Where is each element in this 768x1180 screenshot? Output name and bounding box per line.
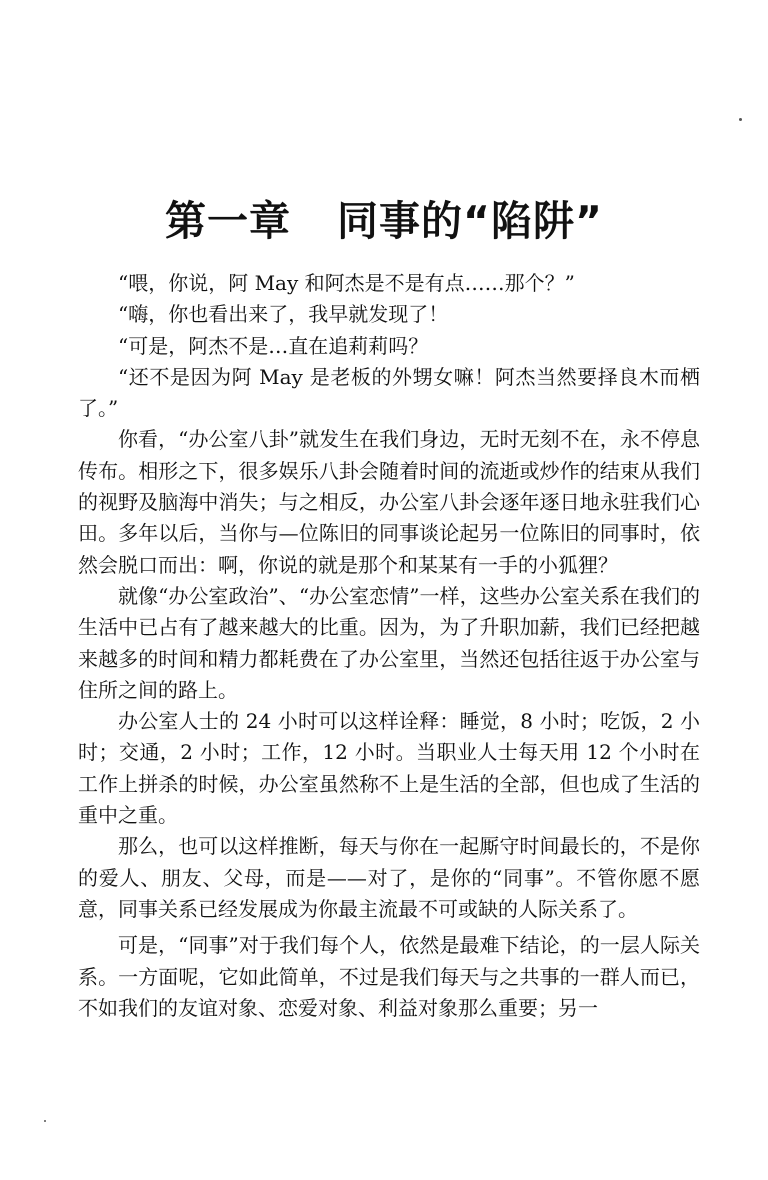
paragraph: “还不是因为阿 May 是老板的外甥女嘛！阿杰当然要择良木而栖了。” — [78, 364, 700, 421]
paragraph: 那么，也可以这样推断，每天与你在一起厮守时间最长的，不是你的爱人、朋友、父母，而是——对了，是你的“同事”。不管你愿不愿意，同事关系已经发展成为你最主流最不可或缺的人际关系了。 — [78, 834, 700, 921]
paragraph: “喂，你说，阿 May 和阿杰是不是有点……那个？” — [118, 271, 575, 295]
paragraph: 可是，“同事”对于我们每个人，依然是最难下结论，的一层人际关系。一方面呢，它如此简单，不过是我们每天与之共事的一群人而已，不如我们的友谊对象、恋爱对象、利益对象那么重要；另一 — [78, 933, 700, 1020]
paragraph: “嗨，你也看出来了，我早就发现了！ — [118, 302, 449, 327]
paragraph: 你看，“办公室八卦”就发生在我们身边，无时无刻不在，永不停息传布。相形之下，很多娱乐八卦会随着时间的流逝或炒作的结束从我们的视野及脑海中消失；与之相反，办公室八卦会逐年逐日地永驻我们心田。多年以后，当你与—位陈旧的同事谈论起另一位陈旧的同事时，依然会脱口而出：啊，你说的就是那个和某某有一手的小狐狸？ — [78, 427, 700, 577]
scan-speck — [44, 1120, 46, 1122]
chapter-heading — [0, 188, 768, 247]
paragraph: “可是，阿杰不是…直在追莉莉吗？ — [118, 333, 429, 358]
chapter-number: 第一章 — [165, 197, 292, 245]
chapter-title: 同事的“陷阱” — [337, 197, 603, 245]
scan-speck — [739, 118, 742, 121]
chapter-body — [78, 268, 700, 1024]
paragraph: 就像“办公室政治”、“办公室恋情”一样，这些办公室关系在我们的生活中已占有了越来越大的比重。因为，为了升职加薪，我们已经把越来越多的时间和精力都耗费在了办公室里，当然还包括往返于办公室与住所之间的路上。 — [78, 583, 700, 702]
paragraph: 办公室人士的 24 小时可以这样诠释：睡觉，8 小时；吃饭，2 小时；交通，2 小时；工作，12 小时。当职业人士每天用 12 个小时在工作上拼杀的时候，办公室虽然称不上是生活的全部，但也成了生活的重中之重。 — [78, 709, 700, 828]
